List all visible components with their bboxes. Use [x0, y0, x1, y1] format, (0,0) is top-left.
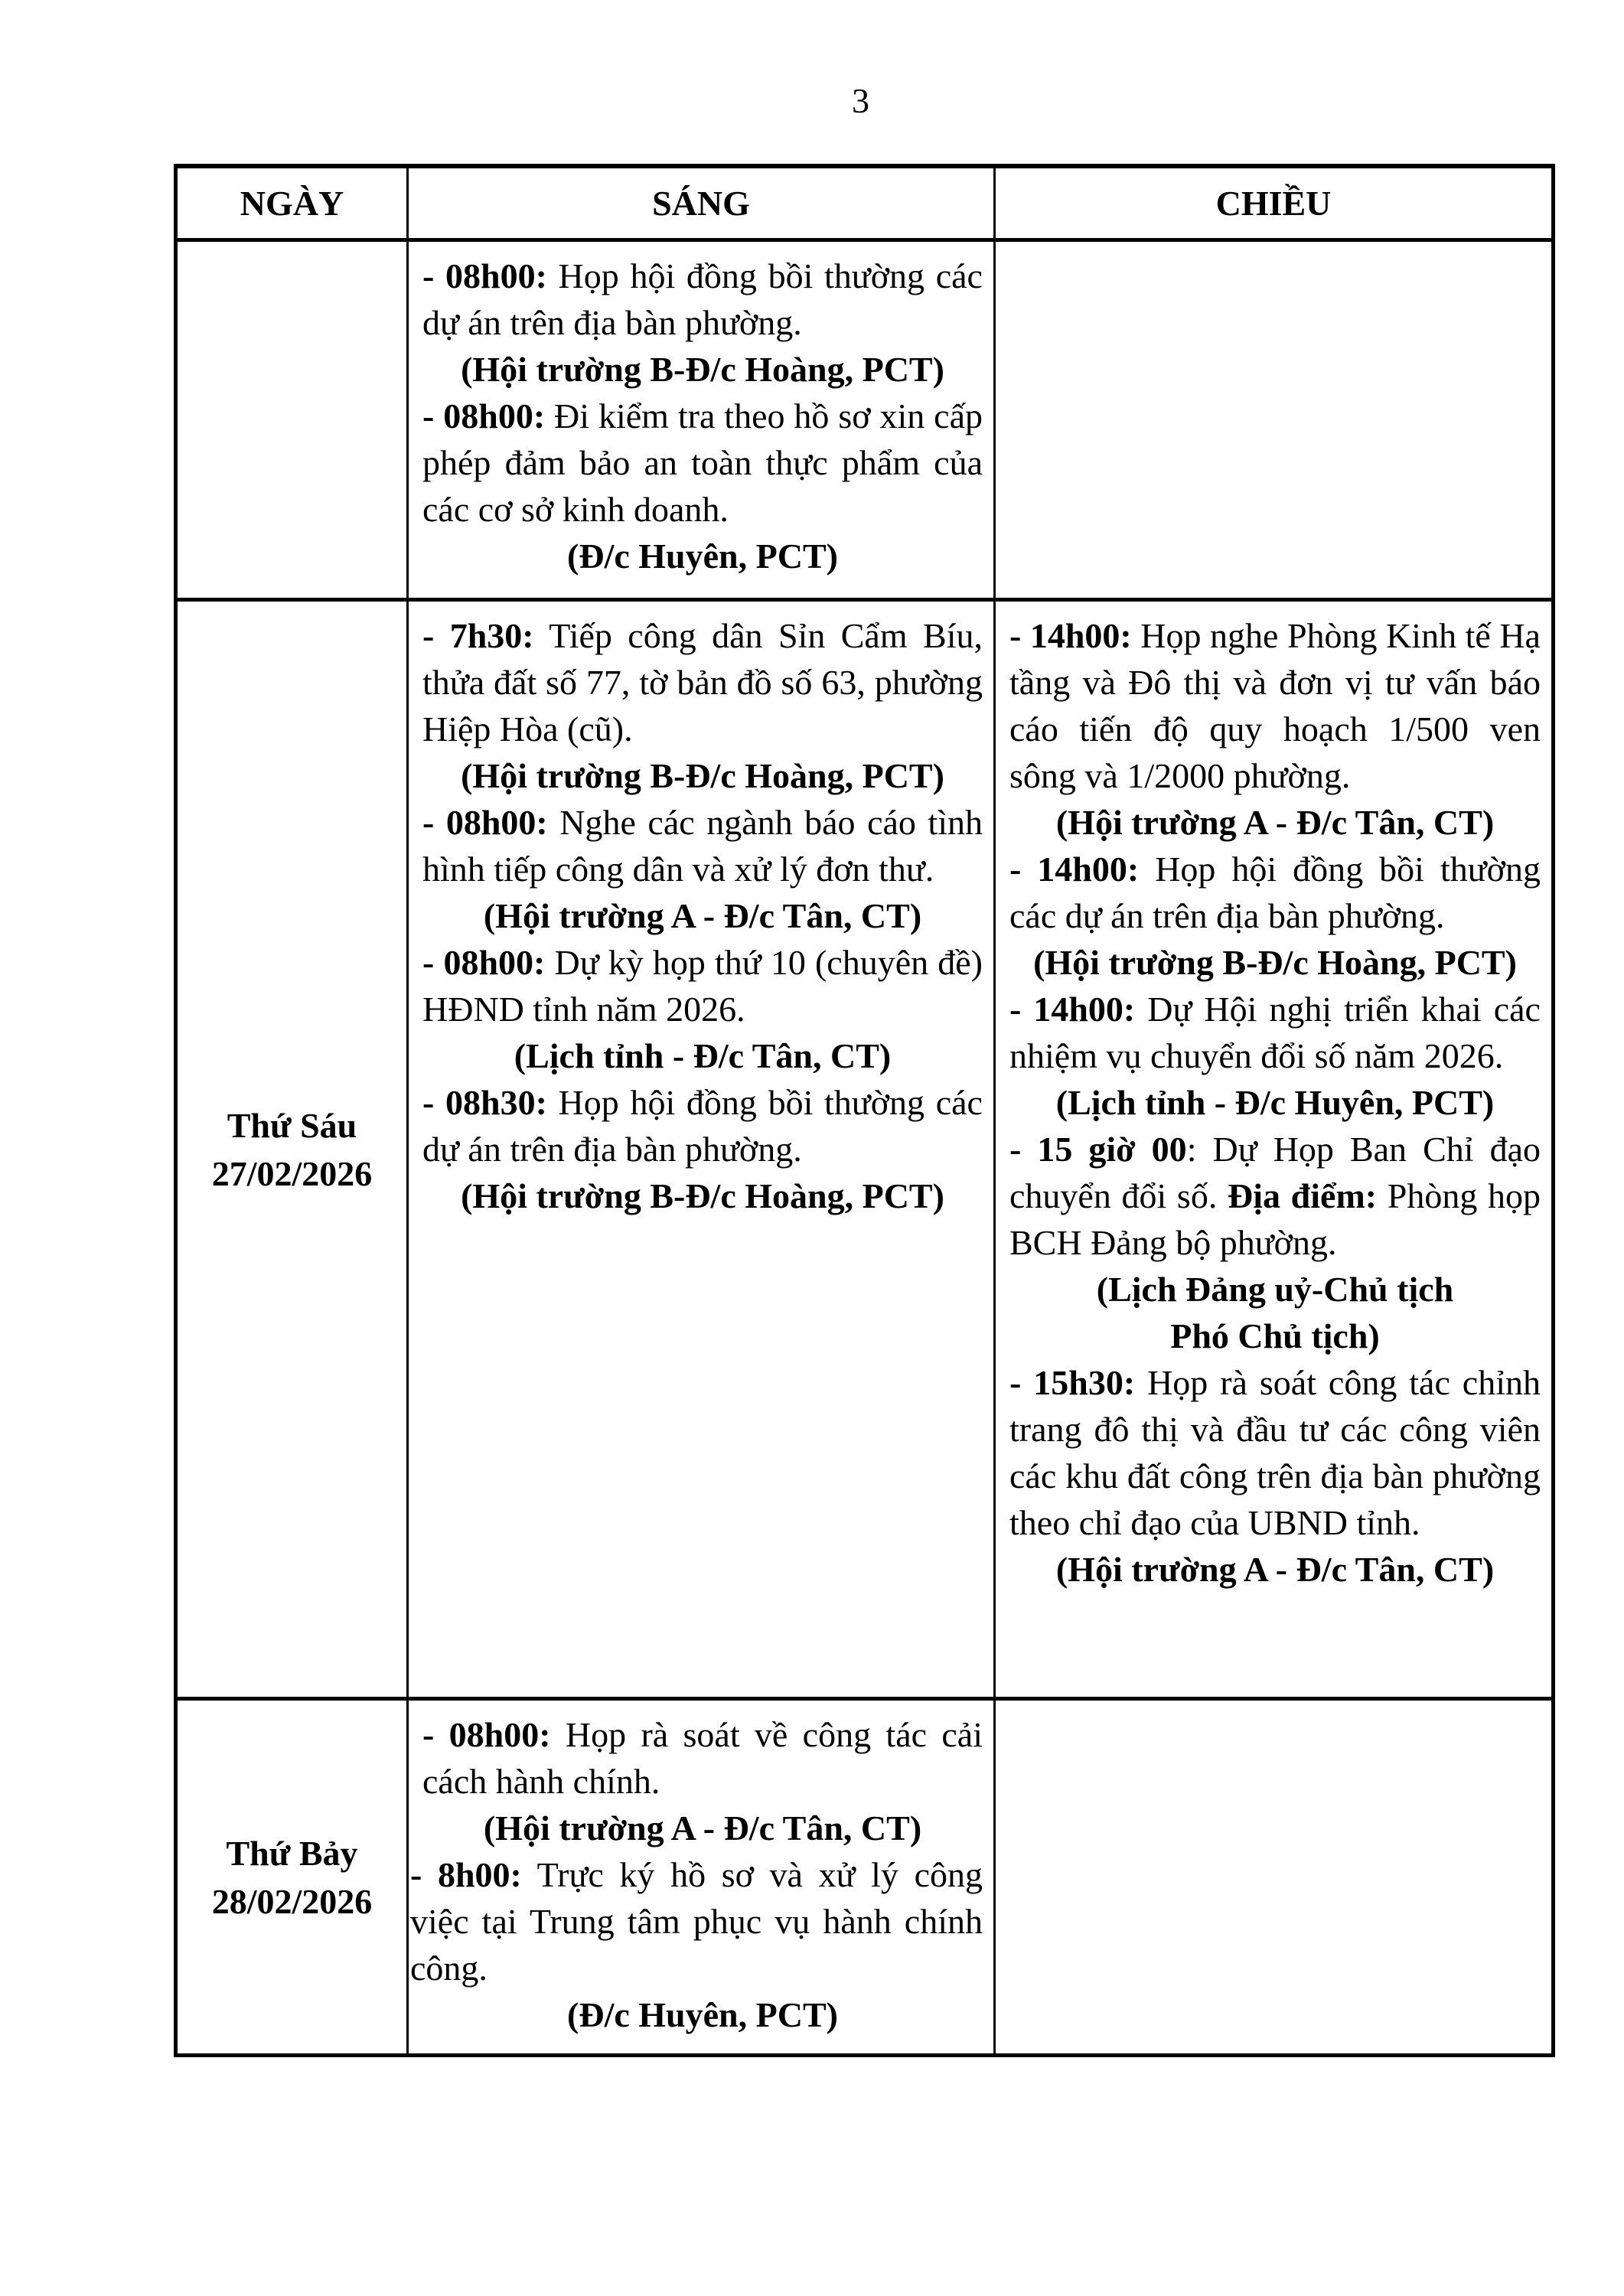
venue-line — [422, 752, 983, 799]
day-cell — [178, 1701, 409, 2053]
entry-text: : Dự Họp Ban Chỉ đạo chuyển đổi số. — [1009, 1130, 1541, 1215]
header-cell-chieu: CHIỀU — [996, 168, 1551, 242]
entry-time: (Hội trường A - Đ/c Tân, CT) — [1055, 803, 1495, 842]
schedule-entry — [1009, 612, 1541, 799]
day-date: 27/02/2026 — [211, 1153, 373, 1193]
schedule-entry — [1009, 1126, 1541, 1266]
morning-cell — [409, 1701, 996, 2053]
schedule-entry — [422, 253, 983, 346]
schedule-entry — [1009, 986, 1541, 1079]
entry-time: - 15h30: — [1009, 1363, 1136, 1402]
entry-time: - 08h00: — [422, 396, 546, 435]
entry-text: Họp rà soát công tác chỉnh trang đô thị và đầu tư các công viên các khu đất công trên địa bàn phường theo chỉ đạo của UBND tỉnh. — [1009, 1363, 1541, 1542]
entry-text: Trực ký hồ sơ và xử lý công việc tại Trung tâm phục vụ hành chính công. — [410, 1855, 983, 1988]
schedule-entry — [410, 1851, 983, 1991]
entry-time: - 08h30: — [422, 1083, 547, 1122]
entry-text: Nghe các ngành báo cáo tình hình tiếp công dân và xử lý đơn thư. — [422, 803, 983, 889]
schedule-entry — [422, 393, 983, 533]
entry-time: (Lịch Đảng uỷ-Chủ tịch — [1096, 1270, 1454, 1309]
entry-text: Họp hội đồng bồi thường các dự án trên địa bàn phường. — [422, 1083, 983, 1169]
entry-time: (Hội trường A - Đ/c Tân, CT) — [483, 896, 922, 935]
day-date: 28/02/2026 — [211, 1881, 373, 1921]
entry-text: Họp nghe Phòng Kinh tế Hạ tầng và Đô thị và đơn vị tư vấn báo cáo tiến độ quy hoạch 1/500 ven sông và 1/2000 phường. — [1009, 616, 1541, 795]
entry-time: - 08h00: — [422, 256, 547, 295]
afternoon-cell — [996, 1701, 1551, 2053]
entry-time: (Hội trường B-Đ/c Hoàng, PCT) — [461, 756, 944, 795]
venue-line — [422, 1991, 983, 2038]
entry-time: - 7h30: — [422, 616, 534, 655]
afternoon-cell — [996, 602, 1551, 1701]
entry-time: - 08h00: — [422, 1715, 551, 1754]
day-name: Thứ Bảy — [226, 1833, 358, 1873]
entry-text: Đi kiểm tra theo hồ sơ xin cấp phép đảm bảo an toàn thực phẩm của các cơ sở kinh doanh. — [422, 396, 983, 529]
entry-time: (Hội trường A - Đ/c Tân, CT) — [483, 1808, 922, 1848]
entry-time: (Hội trường A - Đ/c Tân, CT) — [1055, 1550, 1495, 1589]
entry-time: - 15 giờ 00 — [1009, 1130, 1187, 1169]
entry-time: (Đ/c Huyên, PCT) — [567, 1995, 838, 2034]
day-cell — [178, 242, 409, 602]
venue-line — [422, 1805, 983, 1851]
entry-time: (Hội trường B-Đ/c Hoàng, PCT) — [461, 350, 944, 389]
entry-text: Phòng họp BCH Đảng bộ phường. — [1009, 1176, 1541, 1262]
venue-line — [422, 1032, 983, 1079]
schedule-entry — [422, 1711, 983, 1805]
header-cell-sang: SÁNG — [409, 168, 996, 242]
venue-line — [422, 892, 983, 939]
schedule-entry — [422, 939, 983, 1032]
entry-text: Tiếp công dân Sỉn Cẩm Bíu, thửa đất số 77, tờ bản đồ số 63, phường Hiệp Hòa (cũ). — [422, 616, 983, 748]
entry-text: Họp hội đồng bồi thường các dự án trên địa bàn phường. — [422, 256, 983, 342]
day-cell — [178, 602, 409, 1701]
entry-time: (Hội trường B-Đ/c Hoàng, PCT) — [461, 1176, 944, 1215]
entry-time: - 8h00: — [410, 1855, 522, 1894]
venue-line — [1009, 1266, 1541, 1359]
venue-line — [1009, 939, 1541, 986]
venue-line — [422, 1172, 983, 1219]
entry-text: Họp hội đồng bồi thường các dự án trên địa bàn phường. — [1009, 850, 1541, 935]
schedule-entry — [422, 799, 983, 892]
day-name: Thứ Sáu — [227, 1105, 357, 1145]
entry-time: - 08h00: — [422, 943, 546, 982]
entry-time: (Lịch tỉnh - Đ/c Huyên, PCT) — [1055, 1083, 1495, 1122]
entry-time: - 14h00: — [1009, 616, 1132, 655]
venue-line — [1009, 799, 1541, 846]
entry-time: (Lịch tỉnh - Đ/c Tân, CT) — [514, 1036, 892, 1075]
schedule-entry — [422, 612, 983, 752]
venue-line — [422, 346, 983, 393]
afternoon-cell — [996, 242, 1551, 602]
venue-line — [1009, 1079, 1541, 1126]
page-number: 3 — [852, 81, 869, 120]
schedule-table — [174, 164, 1555, 2057]
entry-text: Họp rà soát về công tác cải cách hành chính. — [422, 1715, 983, 1801]
venue-line — [1009, 1546, 1541, 1593]
venue-line — [422, 533, 983, 579]
schedule-entry — [422, 1079, 983, 1172]
entry-time: (Đ/c Huyên, PCT) — [567, 536, 838, 576]
schedule-entry — [1009, 1359, 1541, 1546]
morning-cell — [409, 602, 996, 1701]
entry-time: - 14h00: — [1009, 850, 1140, 889]
morning-cell — [409, 242, 996, 602]
header-cell-ngay: NGÀY — [178, 168, 409, 242]
entry-text: Dự Hội nghị triển khai các nhiệm vụ chuyển đổi số năm 2026. — [1009, 990, 1541, 1075]
entry-time: (Hội trường B-Đ/c Hoàng, PCT) — [1033, 943, 1517, 982]
entry-time: Địa điểm: — [1228, 1176, 1378, 1215]
entry-time: - 08h00: — [422, 803, 548, 842]
entry-time: - 14h00: — [1009, 990, 1136, 1029]
entry-text: Dự kỳ họp thứ 10 (chuyên đề) HĐND tỉnh năm 2026. — [422, 943, 983, 1029]
schedule-entry — [1009, 846, 1541, 939]
entry-time: Phó Chủ tịch) — [1170, 1316, 1380, 1355]
